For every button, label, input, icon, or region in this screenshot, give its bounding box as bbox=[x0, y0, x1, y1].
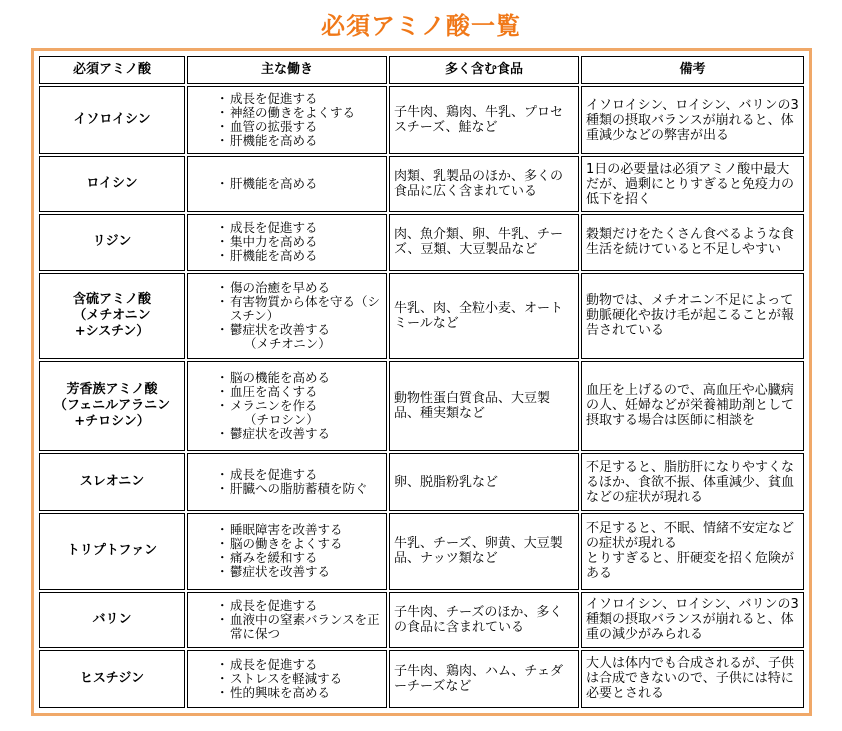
table-row bbox=[39, 592, 804, 648]
effects-list bbox=[192, 177, 382, 191]
rich-foods-cell: 動物性蛋白質食品、大豆製品、種実類など bbox=[389, 361, 579, 451]
effects-list bbox=[192, 523, 382, 579]
effect-item: ・ 肝機能を高める bbox=[216, 249, 382, 263]
effect-item: ・ ストレスを軽減する bbox=[216, 672, 382, 686]
notes-cell: 血圧を上げるので、高血圧や心臓病の人、妊婦などが栄養補助剤として摂取する場合は医師に相談を bbox=[581, 361, 804, 451]
main-effects-cell bbox=[187, 361, 387, 451]
effect-item: ・ 傷の治癒を早める bbox=[216, 281, 382, 295]
main-effects-cell bbox=[187, 214, 387, 270]
effect-item: ・ 睡眠障害を改善する bbox=[216, 523, 382, 537]
header-main-effects: 主な働き bbox=[187, 56, 387, 84]
notes-cell: 大人は体内でも合成されるが、子供は合成できないので、子供には特に必要とされる bbox=[581, 650, 804, 708]
main-effects-cell bbox=[187, 453, 387, 511]
amino-acid-name: 芳香族アミノ酸 （フェニルアラニン +チロシン） bbox=[39, 361, 185, 451]
effect-item: ・ 神経の働きをよくする bbox=[216, 106, 382, 120]
notes-cell: イソロイシン、ロイシン、バリンの3種類の摂取バランスが崩れると、体重の減少がみられる bbox=[581, 592, 804, 648]
notes-cell: 1日の必要量は必須アミノ酸中最大だが、過剰にとりすぎると免疫力の低下を招く bbox=[581, 156, 804, 212]
effect-item: ・ 性的興味を高める bbox=[216, 686, 382, 700]
header-notes: 備考 bbox=[581, 56, 804, 84]
effect-item: ・ 成長を促進する bbox=[216, 468, 382, 482]
notes-cell: 動物では、メチオニン不足によって動脈硬化や抜け毛が起こることが報告されている bbox=[581, 273, 804, 359]
table-row bbox=[39, 214, 804, 270]
effects-list bbox=[192, 599, 382, 641]
amino-acid-name: ヒスチジン bbox=[39, 650, 185, 708]
rich-foods-cell: 子牛肉、チーズのほか、多くの食品に含まれている bbox=[389, 592, 579, 648]
effect-item: ・ 鬱症状を改善する bbox=[216, 323, 382, 337]
table-row bbox=[39, 513, 804, 589]
amino-acid-name: イソロイシン bbox=[39, 86, 185, 154]
effect-item: ・ メラニンを作る bbox=[216, 399, 382, 413]
effect-item: ・ 成長を促進する bbox=[216, 92, 382, 106]
effect-item: ・ 血液中の窒素バランスを正常に保つ bbox=[216, 613, 382, 641]
main-effects-cell bbox=[187, 156, 387, 212]
effect-item: ・ 成長を促進する bbox=[216, 658, 382, 672]
rich-foods-cell: 卵、脱脂粉乳など bbox=[389, 453, 579, 511]
rich-foods-cell: 子牛肉、鶏肉、牛乳、プロセスチーズ、鮭など bbox=[389, 86, 579, 154]
effects-list bbox=[192, 221, 382, 263]
effects-list bbox=[192, 92, 382, 148]
main-effects-cell bbox=[187, 273, 387, 359]
amino-acid-name: トリプトファン bbox=[39, 513, 185, 589]
effect-item: ・ 肝臓への脂肪蓄積を防ぐ bbox=[216, 482, 382, 496]
effects-list bbox=[192, 371, 382, 441]
amino-acid-name: ロイシン bbox=[39, 156, 185, 212]
effect-item: ・ 肝機能を高める bbox=[216, 177, 382, 191]
rich-foods-cell: 子牛肉、鶏肉、ハム、チェダーチーズなど bbox=[389, 650, 579, 708]
table-row bbox=[39, 361, 804, 451]
effect-item: ・ 有害物質から体を守る（シスチン） bbox=[216, 295, 382, 323]
effect-item: （チロシン） bbox=[244, 411, 319, 427]
rich-foods-cell: 牛乳、チーズ、卵黄、大豆製品、ナッツ類など bbox=[389, 513, 579, 589]
main-effects-cell bbox=[187, 592, 387, 648]
table-header-row bbox=[39, 56, 804, 84]
amino-acid-name: リジン bbox=[39, 214, 185, 270]
effect-item: ・ 成長を促進する bbox=[216, 599, 382, 613]
amino-acid-name: スレオニン bbox=[39, 453, 185, 511]
notes-cell: 穀類だけをたくさん食べるような食生活を続けていると不足しやすい bbox=[581, 214, 804, 270]
header-amino-acid: 必須アミノ酸 bbox=[39, 56, 185, 84]
effect-item: ・ 血圧を高くする bbox=[216, 385, 382, 399]
effect-item: ・ 成長を促進する bbox=[216, 221, 382, 235]
notes-cell: イソロイシン、ロイシン、バリンの3種類の摂取バランスが崩れると、体重減少などの弊害が出る bbox=[581, 86, 804, 154]
main-effects-cell bbox=[187, 513, 387, 589]
main-effects-cell bbox=[187, 650, 387, 708]
amino-acid-name: 含硫アミノ酸 （メチオニン +シスチン） bbox=[39, 273, 185, 359]
page-title: 必須アミノ酸一覧 bbox=[321, 12, 521, 40]
effects-list bbox=[192, 658, 382, 700]
effect-item: ・ 鬱症状を改善する bbox=[216, 565, 382, 579]
effects-list bbox=[192, 468, 382, 496]
effect-item: （メチオニン） bbox=[244, 335, 331, 351]
notes-cell: 不足すると、不眠、情緒不安定などの症状が現れる とりすぎると、肝硬変を招く危険がある bbox=[581, 513, 804, 589]
notes-cell: 不足すると、脂肪肝になりやすくなるほか、食欲不振、体重減少、貧血などの症状が現れる bbox=[581, 453, 804, 511]
effect-item: ・ 集中力を高める bbox=[216, 235, 382, 249]
effect-item: ・ 痛みを緩和する bbox=[216, 551, 382, 565]
effect-item: ・ 肝機能を高める bbox=[216, 134, 382, 148]
table-row bbox=[39, 273, 804, 359]
effect-item: ・ 血管の拡張する bbox=[216, 120, 382, 134]
effect-item: ・ 脳の働きをよくする bbox=[216, 537, 382, 551]
rich-foods-cell: 肉類、乳製品のほか、多くの食品に広く含まれている bbox=[389, 156, 579, 212]
header-rich-foods: 多く含む食品 bbox=[389, 56, 579, 84]
rich-foods-cell: 牛乳、肉、全粒小麦、オートミールなど bbox=[389, 273, 579, 359]
amino-acid-name: バリン bbox=[39, 592, 185, 648]
table-row bbox=[39, 86, 804, 154]
table-row bbox=[39, 156, 804, 212]
main-effects-cell bbox=[187, 86, 387, 154]
table-row bbox=[39, 650, 804, 708]
effects-list bbox=[192, 281, 382, 351]
amino-acid-table-frame bbox=[31, 48, 812, 716]
amino-acid-table bbox=[37, 54, 806, 710]
table-row bbox=[39, 453, 804, 511]
rich-foods-cell: 肉、魚介類、卵、牛乳、チーズ、豆類、大豆製品など bbox=[389, 214, 579, 270]
effect-item: ・ 鬱症状を改善する bbox=[216, 427, 382, 441]
effect-item: ・ 脳の機能を高める bbox=[216, 371, 382, 385]
